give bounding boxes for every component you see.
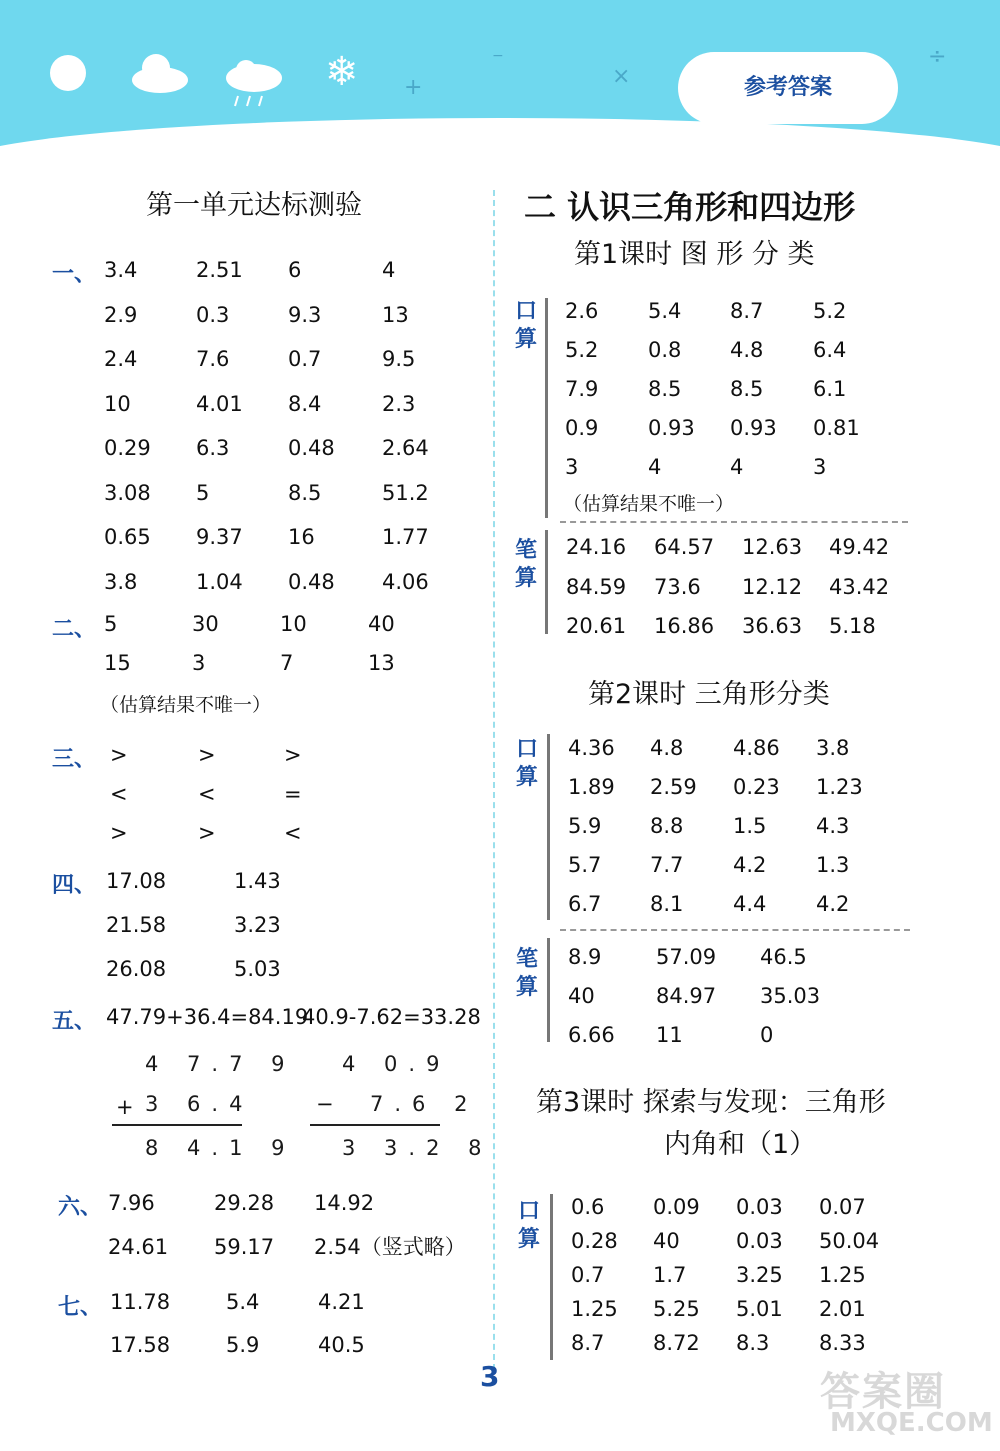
lesson-3-kou-cell: 1.7	[653, 1263, 687, 1287]
lesson-1-bi-cell: 12.63	[742, 535, 803, 559]
section-2-cell: 7	[280, 651, 294, 675]
lesson-1-bi-cell: 64.57	[654, 535, 715, 559]
section-4-cell: 5.03	[234, 957, 281, 981]
lesson-2-kou-text: 口算	[515, 737, 538, 790]
lesson-2-kou-cell: 0.23	[733, 775, 780, 799]
lesson-3-kou-cell: 5.25	[653, 1297, 700, 1321]
section-1-cell: 0.3	[196, 302, 230, 327]
lesson-1-kou-cell: 6.4	[813, 338, 847, 362]
section-1-cell: 16	[288, 525, 315, 549]
lesson-2-kou-cell: 2.59	[650, 775, 697, 799]
section-1-cell: 9.5	[382, 347, 416, 371]
section-2-cell: 15	[104, 651, 131, 675]
section-1-cell: 6	[288, 258, 302, 282]
lesson-1-kou-cell: 4	[648, 455, 662, 479]
header-banner	[0, 0, 1000, 150]
lesson-3-kou-cell: 8.7	[571, 1331, 605, 1355]
lesson-1-kou-cell: 0.81	[813, 416, 860, 440]
lesson-1-title: 第1课时 图 形 分 类	[574, 239, 815, 270]
lesson-1-kou-cell: 2.6	[565, 299, 599, 323]
section-1-cell: 8.5	[288, 480, 322, 505]
chapter-title: 二 认识三角形和四边形	[524, 188, 856, 226]
lesson-1-bi-cell: 84.59	[566, 574, 627, 599]
section-2-cell: 13	[368, 651, 395, 675]
lesson-3-title-line-2: 内角和（1）	[664, 1129, 817, 1160]
lesson-2-bi-bar	[547, 938, 550, 1042]
lesson-3-kou-cell: 40	[653, 1229, 680, 1253]
lesson-1-kou-cell: 5.4	[648, 299, 682, 323]
section-3-cell: <	[198, 782, 216, 806]
lesson-2-kou-cell: 5.7	[568, 853, 602, 877]
section-1-cell: 9.3	[288, 302, 322, 327]
section-7-label: 七、	[58, 1295, 103, 1320]
lesson-3-kou-cell: 0.6	[571, 1195, 605, 1219]
section-1-cell: 0.29	[104, 436, 151, 460]
vertical-1-op: +	[116, 1095, 134, 1119]
section-1-cell: 1.77	[382, 525, 429, 549]
section-2-cell: 30	[192, 612, 219, 636]
cloud-sun-icon	[128, 50, 190, 94]
vertical-2-op: −	[316, 1092, 334, 1116]
lesson-3-kou-text: 口算	[517, 1199, 540, 1252]
lesson-3-kou-cell: 5.01	[736, 1297, 783, 1321]
lesson-1-bi-cell: 73.6	[654, 574, 701, 599]
lesson-2-bi-cell: 8.9	[568, 945, 602, 969]
lesson-1-bi-cell: 16.86	[654, 614, 715, 638]
section-1-cell: 2.4	[104, 347, 138, 371]
lesson-1-bi-cell: 5.18	[829, 614, 876, 638]
section-7-cell: 4.21	[318, 1290, 365, 1314]
section-2-label: 二、	[52, 617, 97, 642]
lesson-3-kou-cell: 0.07	[819, 1195, 866, 1219]
section-1-cell: 4.06	[382, 569, 429, 594]
lesson-1-kou-cell: 4.8	[730, 338, 764, 362]
section-1-cell: 0.48	[288, 436, 335, 460]
lesson-2-kou-cell: 8.8	[650, 814, 684, 838]
section-2-cell: 40	[368, 612, 395, 636]
lesson-1-kou-cell: 5.2	[813, 299, 847, 323]
section-1-cell: 5	[196, 480, 210, 505]
section-6-cell: 2.54（竖式略）	[314, 1235, 466, 1259]
lesson-2-kou-cell: 4.2	[733, 853, 767, 877]
lesson-3-kou-cell: 2.01	[819, 1297, 866, 1321]
lesson-1-kou-cell: 3	[565, 455, 579, 479]
plus-icon: +	[404, 75, 423, 100]
section-4-cell: 21.58	[106, 913, 167, 937]
section-3-cell: >	[198, 821, 216, 845]
lesson-1-note: （估算结果不唯一）	[563, 493, 735, 515]
answer-badge	[678, 52, 898, 124]
lesson-2-bi-cell: 46.5	[760, 945, 807, 969]
section-1-cell: 6.3	[196, 436, 230, 460]
lesson-1-bi-bar	[545, 530, 548, 634]
section-4-cell: 17.08	[106, 869, 167, 893]
lesson-2-kou-cell: 1.23	[816, 775, 863, 799]
lesson-2-divider	[560, 929, 910, 931]
lesson-2-kou-cell: 5.9	[568, 814, 602, 838]
lesson-1-bi-cell: 49.42	[829, 535, 890, 559]
section-4-cell: 3.23	[234, 913, 281, 937]
section-6-cell: 29.28	[214, 1191, 275, 1215]
section-6-cell: 14.92	[314, 1191, 375, 1215]
section-7-cell: 5.4	[226, 1290, 260, 1314]
equation-2: 40.9-7.62=33.28	[302, 1005, 481, 1029]
section-1-cell: 2.3	[382, 391, 416, 416]
snowflake-icon: ❄	[325, 49, 359, 95]
lesson-2-kou-cell: 4.2	[816, 892, 850, 916]
lesson-1-kou-cell: 8.5	[648, 377, 682, 401]
lesson-1-divider	[560, 521, 908, 523]
vertical-1-bottom: 8 4.1 9	[145, 1136, 296, 1160]
section-4-cell: 1.43	[234, 869, 281, 893]
lesson-3-kou-cell: 0.28	[571, 1229, 618, 1253]
section-1-label: 一、	[52, 262, 97, 287]
lesson-2-bi-label	[514, 946, 540, 1002]
vertical-2-mid: 7.6 2	[370, 1092, 479, 1116]
lesson-2-kou-cell: 4.86	[733, 736, 780, 760]
lesson-1-kou-bar	[545, 298, 548, 518]
section-2-cell: 5	[104, 612, 118, 636]
section-1-cell: 3.8	[104, 569, 138, 594]
section-1-cell: 10	[104, 391, 131, 416]
lesson-3-kou-cell: 1.25	[819, 1263, 866, 1287]
lesson-3-kou-cell: 3.25	[736, 1263, 783, 1287]
section-1-cell: 7.6	[196, 347, 230, 371]
lesson-1-kou-cell: 3	[813, 455, 827, 479]
section-7-cell: 17.58	[110, 1333, 171, 1357]
lesson-3-title-line-1: 第3课时 探索与发现：三角形	[536, 1087, 886, 1118]
section-1-cell: 3.08	[104, 480, 151, 505]
section-1-cell: 8.4	[288, 391, 322, 416]
section-6-cell: 7.96	[108, 1191, 155, 1215]
lesson-1-bi-cell: 24.16	[566, 535, 627, 559]
section-7-cell: 5.9	[226, 1333, 260, 1357]
lesson-1-bi-label	[513, 537, 539, 593]
lesson-2-kou-cell: 1.3	[816, 853, 850, 877]
lesson-1-kou-cell: 8.7	[730, 299, 764, 323]
lesson-2-bi-cell: 40	[568, 984, 595, 1008]
section-3-cell: =	[284, 782, 302, 806]
lesson-2-kou-cell: 3.8	[816, 736, 850, 760]
lesson-1-kou-cell: 6.1	[813, 377, 847, 401]
section-4-cell: 26.08	[106, 957, 167, 981]
lesson-2-kou-cell: 4.3	[816, 814, 850, 838]
lesson-1-bi-cell: 36.63	[742, 614, 803, 638]
lesson-2-kou-cell: 4.8	[650, 736, 684, 760]
section-1-cell: 51.2	[382, 480, 429, 505]
lesson-2-bi-cell: 6.66	[568, 1023, 615, 1047]
page-number: 3	[480, 1360, 500, 1393]
section-1-cell: 0.48	[288, 569, 335, 594]
section-6-label: 六、	[58, 1195, 103, 1220]
divide-icon: ÷	[928, 44, 947, 69]
lesson-3-kou-cell: 0.03	[736, 1229, 783, 1253]
sun-icon	[50, 55, 86, 91]
lesson-2-bi-cell: 57.09	[656, 945, 717, 969]
section-1-cell: 2.64	[382, 436, 429, 460]
lesson-2-kou-cell: 4.4	[733, 892, 767, 916]
lesson-1-kou-label	[513, 298, 539, 354]
lesson-2-kou-cell: 1.89	[568, 775, 615, 799]
left-title: 第一单元达标测验	[146, 190, 362, 221]
section-1-cell: 0.65	[104, 525, 151, 549]
section-1-cell: 4.01	[196, 391, 243, 416]
section-1-cell: 9.37	[196, 525, 243, 549]
section-3-cell: <	[284, 821, 302, 845]
lesson-3-kou-cell: 50.04	[819, 1229, 880, 1253]
vertical-2-line	[310, 1124, 440, 1126]
lesson-2-kou-cell: 6.7	[568, 892, 602, 916]
lesson-2-bi-cell: 11	[656, 1023, 683, 1047]
section-1-cell: 2.51	[196, 258, 243, 282]
section-7-cell: 40.5	[318, 1333, 365, 1357]
answer-badge-label: 参考答案	[743, 75, 832, 100]
lesson-2-kou-cell: 4.36	[568, 736, 615, 760]
section-1-cell: 1.04	[196, 569, 243, 594]
lesson-3-kou-cell: 1.25	[571, 1297, 618, 1321]
lesson-1-bi-cell: 20.61	[566, 614, 627, 638]
lesson-3-kou-cell: 8.3	[736, 1331, 770, 1355]
vertical-2-bottom: 3 3.2 8	[342, 1136, 493, 1160]
lesson-2-kou-label	[514, 736, 540, 792]
section-1-cell: 3.4	[104, 258, 138, 282]
rain-cloud-icon	[222, 56, 284, 112]
section-5-label: 五、	[52, 1009, 97, 1034]
section-3-cell: >	[110, 821, 128, 845]
lesson-2-bi-cell: 84.97	[656, 984, 717, 1008]
lesson-1-kou-cell: 0.8	[648, 338, 682, 362]
lesson-2-kou-bar	[547, 734, 550, 920]
lesson-2-kou-cell: 7.7	[650, 853, 684, 877]
lesson-1-kou-cell: 4	[730, 455, 744, 479]
lesson-1-bi-text: 笔算	[514, 538, 537, 591]
section-1-cell: 2.9	[104, 302, 138, 327]
lesson-1-kou-cell: 0.93	[730, 416, 777, 440]
times-icon: ×	[612, 64, 631, 89]
lesson-3-kou-cell: 0.03	[736, 1195, 783, 1219]
lesson-3-kou-bar	[550, 1194, 553, 1360]
lesson-1-kou-cell: 7.9	[565, 377, 599, 401]
lesson-3-kou-cell: 0.7	[571, 1263, 605, 1287]
lesson-2-title: 第2课时 三角形分类	[588, 679, 830, 710]
minus-icon: −	[492, 48, 504, 64]
lesson-2-kou-cell: 8.1	[650, 892, 684, 916]
section-3-label: 三、	[52, 747, 97, 772]
section-3-cell: >	[110, 743, 128, 767]
section-6-cell: 24.61	[108, 1235, 169, 1259]
section-6-cell: 59.17	[214, 1235, 275, 1259]
section-3-cell: >	[284, 743, 302, 767]
vertical-2-top: 4 0.9	[342, 1052, 451, 1076]
column-divider	[493, 190, 495, 1370]
lesson-3-kou-cell: 0.09	[653, 1195, 700, 1219]
lesson-3-kou-cell: 8.72	[653, 1331, 700, 1355]
equation-1: 47.79+36.4=84.19	[106, 1005, 309, 1029]
section-1-cell: 0.7	[288, 347, 322, 371]
lesson-1-kou-text: 口算	[514, 299, 537, 352]
lesson-2-bi-text: 笔算	[515, 947, 538, 1000]
lesson-2-kou-cell: 1.5	[733, 814, 767, 838]
section-7-cell: 11.78	[110, 1290, 171, 1314]
lesson-1-kou-cell: 5.2	[565, 338, 599, 362]
lesson-3-kou-label	[516, 1198, 542, 1254]
lesson-1-kou-cell: 0.9	[565, 416, 599, 440]
vertical-1-top: 4 7.7 9	[145, 1052, 296, 1076]
section-1-cell: 13	[382, 302, 409, 327]
section-3-cell: <	[110, 782, 128, 806]
section-1-cell: 4	[382, 258, 396, 282]
section-3-cell: >	[198, 743, 216, 767]
lesson-1-bi-cell: 43.42	[829, 574, 890, 599]
section-2-note: （估算结果不唯一）	[100, 694, 272, 716]
lesson-3-kou-cell: 8.33	[819, 1331, 866, 1355]
lesson-2-bi-cell: 35.03	[760, 984, 821, 1008]
lesson-2-bi-cell: 0	[760, 1023, 774, 1047]
section-4-label: 四、	[52, 873, 97, 898]
lesson-1-bi-cell: 12.12	[742, 574, 803, 599]
vertical-1-mid: 3 6.4	[145, 1092, 254, 1116]
lesson-1-kou-cell: 8.5	[730, 377, 764, 401]
section-2-cell: 3	[192, 651, 206, 675]
lesson-1-kou-cell: 0.93	[648, 416, 695, 440]
watermark-url: MXQE.COM	[830, 1408, 993, 1438]
vertical-1-line	[112, 1124, 242, 1126]
section-2-cell: 10	[280, 612, 307, 636]
watermark-logo: 答案圈	[820, 1369, 946, 1415]
